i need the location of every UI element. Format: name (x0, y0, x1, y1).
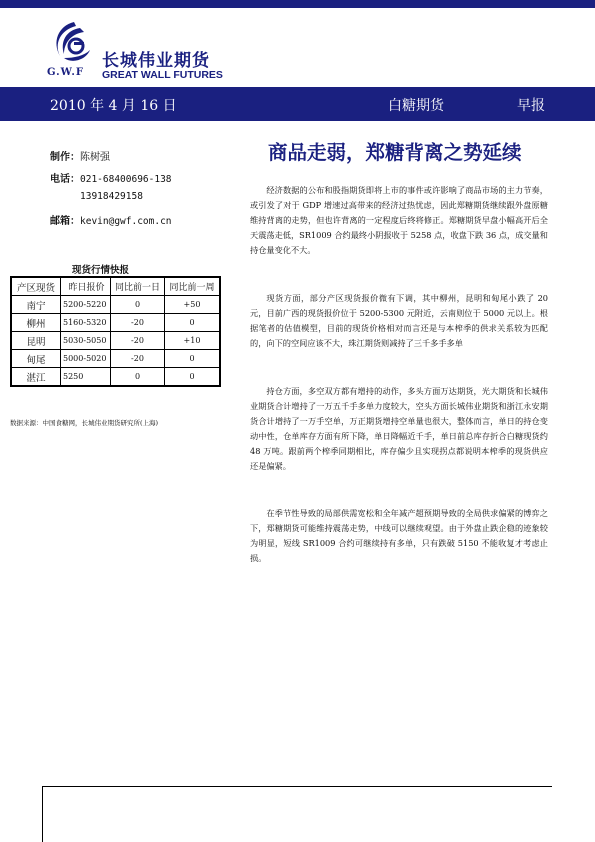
table-cell: 5160-5320 (61, 314, 111, 332)
table-cell: 5250 (61, 368, 111, 387)
table-header: 同比前一日 (111, 277, 165, 296)
table-cell: 柳州 (11, 314, 61, 332)
phone-label: 电话： (50, 174, 80, 185)
author-label: 制作： (50, 152, 80, 163)
footer-divider (42, 786, 43, 842)
mobile-line (80, 191, 143, 202)
great-wall-logo-icon (44, 20, 100, 66)
table-cell: +10 (165, 332, 221, 350)
spot-table-title: 现货行情快报 (72, 265, 130, 276)
table-cell: 0 (165, 314, 221, 332)
paragraph-spot (250, 291, 548, 351)
table-cell: 0 (165, 350, 221, 368)
brand-name-en: GREAT WALL FUTURES (102, 69, 223, 81)
table-cell: 0 (111, 368, 165, 387)
table-cell: 南宁 (11, 296, 61, 314)
table-cell: +50 (165, 296, 221, 314)
header-banner (0, 87, 595, 121)
email-line (50, 212, 172, 227)
table-header: 产区现货 (11, 277, 61, 296)
paragraph-overview (250, 183, 548, 258)
company-logo (44, 20, 284, 82)
email-value[interactable]: kevin@gwf.com.cn (80, 216, 172, 227)
table-cell: 5030-5050 (61, 332, 111, 350)
paragraph-text: 经济数据的公布和股指期货即将上市的事件或许影响了商品市场的主力节奏，或引发了对于 GDP 增速过高带来的经济过热忧虑，因此郑糖期货继续跟外盘原糖维持背离的走势，但也许背离的一定程度后终将修正。郑糖期货早盘小幅高开后全天震荡走低，SR1009 合约最终小阴报收于 5258 点，收盘下跌 36 点，成交量和持仓量变化不大。 (250, 185, 548, 255)
table-cell: -20 (111, 332, 165, 350)
paragraph-text: 在季节性导致的局部供需宽松和全年减产超预期导致的全局供求偏紧的博弈之下，郑糖期货可能维持震荡走势，中线可以继续观望。由于外盘止跌企稳的迹象较为明显，短线 SR1009 合约可继续持有多单，只有跌破 5150 不能收复才考虑止损。 (250, 508, 548, 563)
mobile-value: 13918429158 (80, 191, 143, 202)
phone-line (50, 170, 172, 185)
table-header: 昨日报价 (61, 277, 111, 296)
table-row (11, 332, 220, 350)
brand-abbr: G.W.F (47, 67, 84, 78)
top-rule (0, 0, 595, 8)
table-cell: -20 (111, 350, 165, 368)
table-header: 同比前一周 (165, 277, 221, 296)
footer-rule (42, 786, 552, 787)
phone-value: 021-68400696-138 (80, 174, 172, 185)
spot-price-table (10, 276, 221, 387)
headline: 商品走弱，郑糖背离之势延续 (268, 141, 522, 164)
table-row (11, 296, 220, 314)
paragraph-text: 现货方面，部分产区现货报价微有下调，其中柳州，昆明和甸尾小跌了 20 元，目前广西的现货报价位于 5200-5300 元附近，云南则位于 5000 元以上。根据笔者的估值模型，目前的现货价格相对而言还是与本榨季的供求关系较为匹配的，向下的空间应该不大，珠江期货则减持了三千多手多单 (250, 293, 548, 348)
paragraph-text: 持仓方面，多空双方都有增持的动作，多头方面万达期货，光大期货和长城伟业期货合计增持了一万五千手多单力度较大，空头方面长城伟业期货和浙江永安期货合计增持了一万手空单，万正期货增持空单量也很大，整体而言，单日的持仓变动中性，仓单库存方面有所下降，单日降幅近千手，单日前总库存折合白糖现货约 48 万吨。跟前两个榨季同期相比，库存偏少且实现拐点都说明本榨季的现货供应还是偏紧。 (250, 386, 548, 471)
data-source-note: 数据来源：中国食糖网，长城伟业期货研究所(上海) (10, 419, 159, 427)
table-cell: 5000-5020 (61, 350, 111, 368)
table-row (11, 350, 220, 368)
table-row (11, 368, 220, 387)
table-cell: 0 (111, 296, 165, 314)
email-label: 邮箱： (50, 216, 80, 227)
table-cell: 昆明 (11, 332, 61, 350)
paragraph-outlook (250, 506, 548, 566)
table-row (11, 314, 220, 332)
table-cell: 0 (165, 368, 221, 387)
table-cell: -20 (111, 314, 165, 332)
table-header-row (11, 277, 220, 296)
brand-name-cn: 长城伟业期货 (102, 51, 210, 71)
paragraph-positions (250, 384, 548, 474)
report-category: 白糖期货 (388, 98, 444, 114)
table-cell: 甸尾 (11, 350, 61, 368)
report-type: 早报 (517, 98, 545, 114)
table-cell: 湛江 (11, 368, 61, 387)
table-cell: 5200-5220 (61, 296, 111, 314)
author-value: 陈树强 (80, 152, 110, 163)
author-line (50, 148, 110, 163)
report-date: 2010 年 4 月 16 日 (50, 98, 177, 114)
